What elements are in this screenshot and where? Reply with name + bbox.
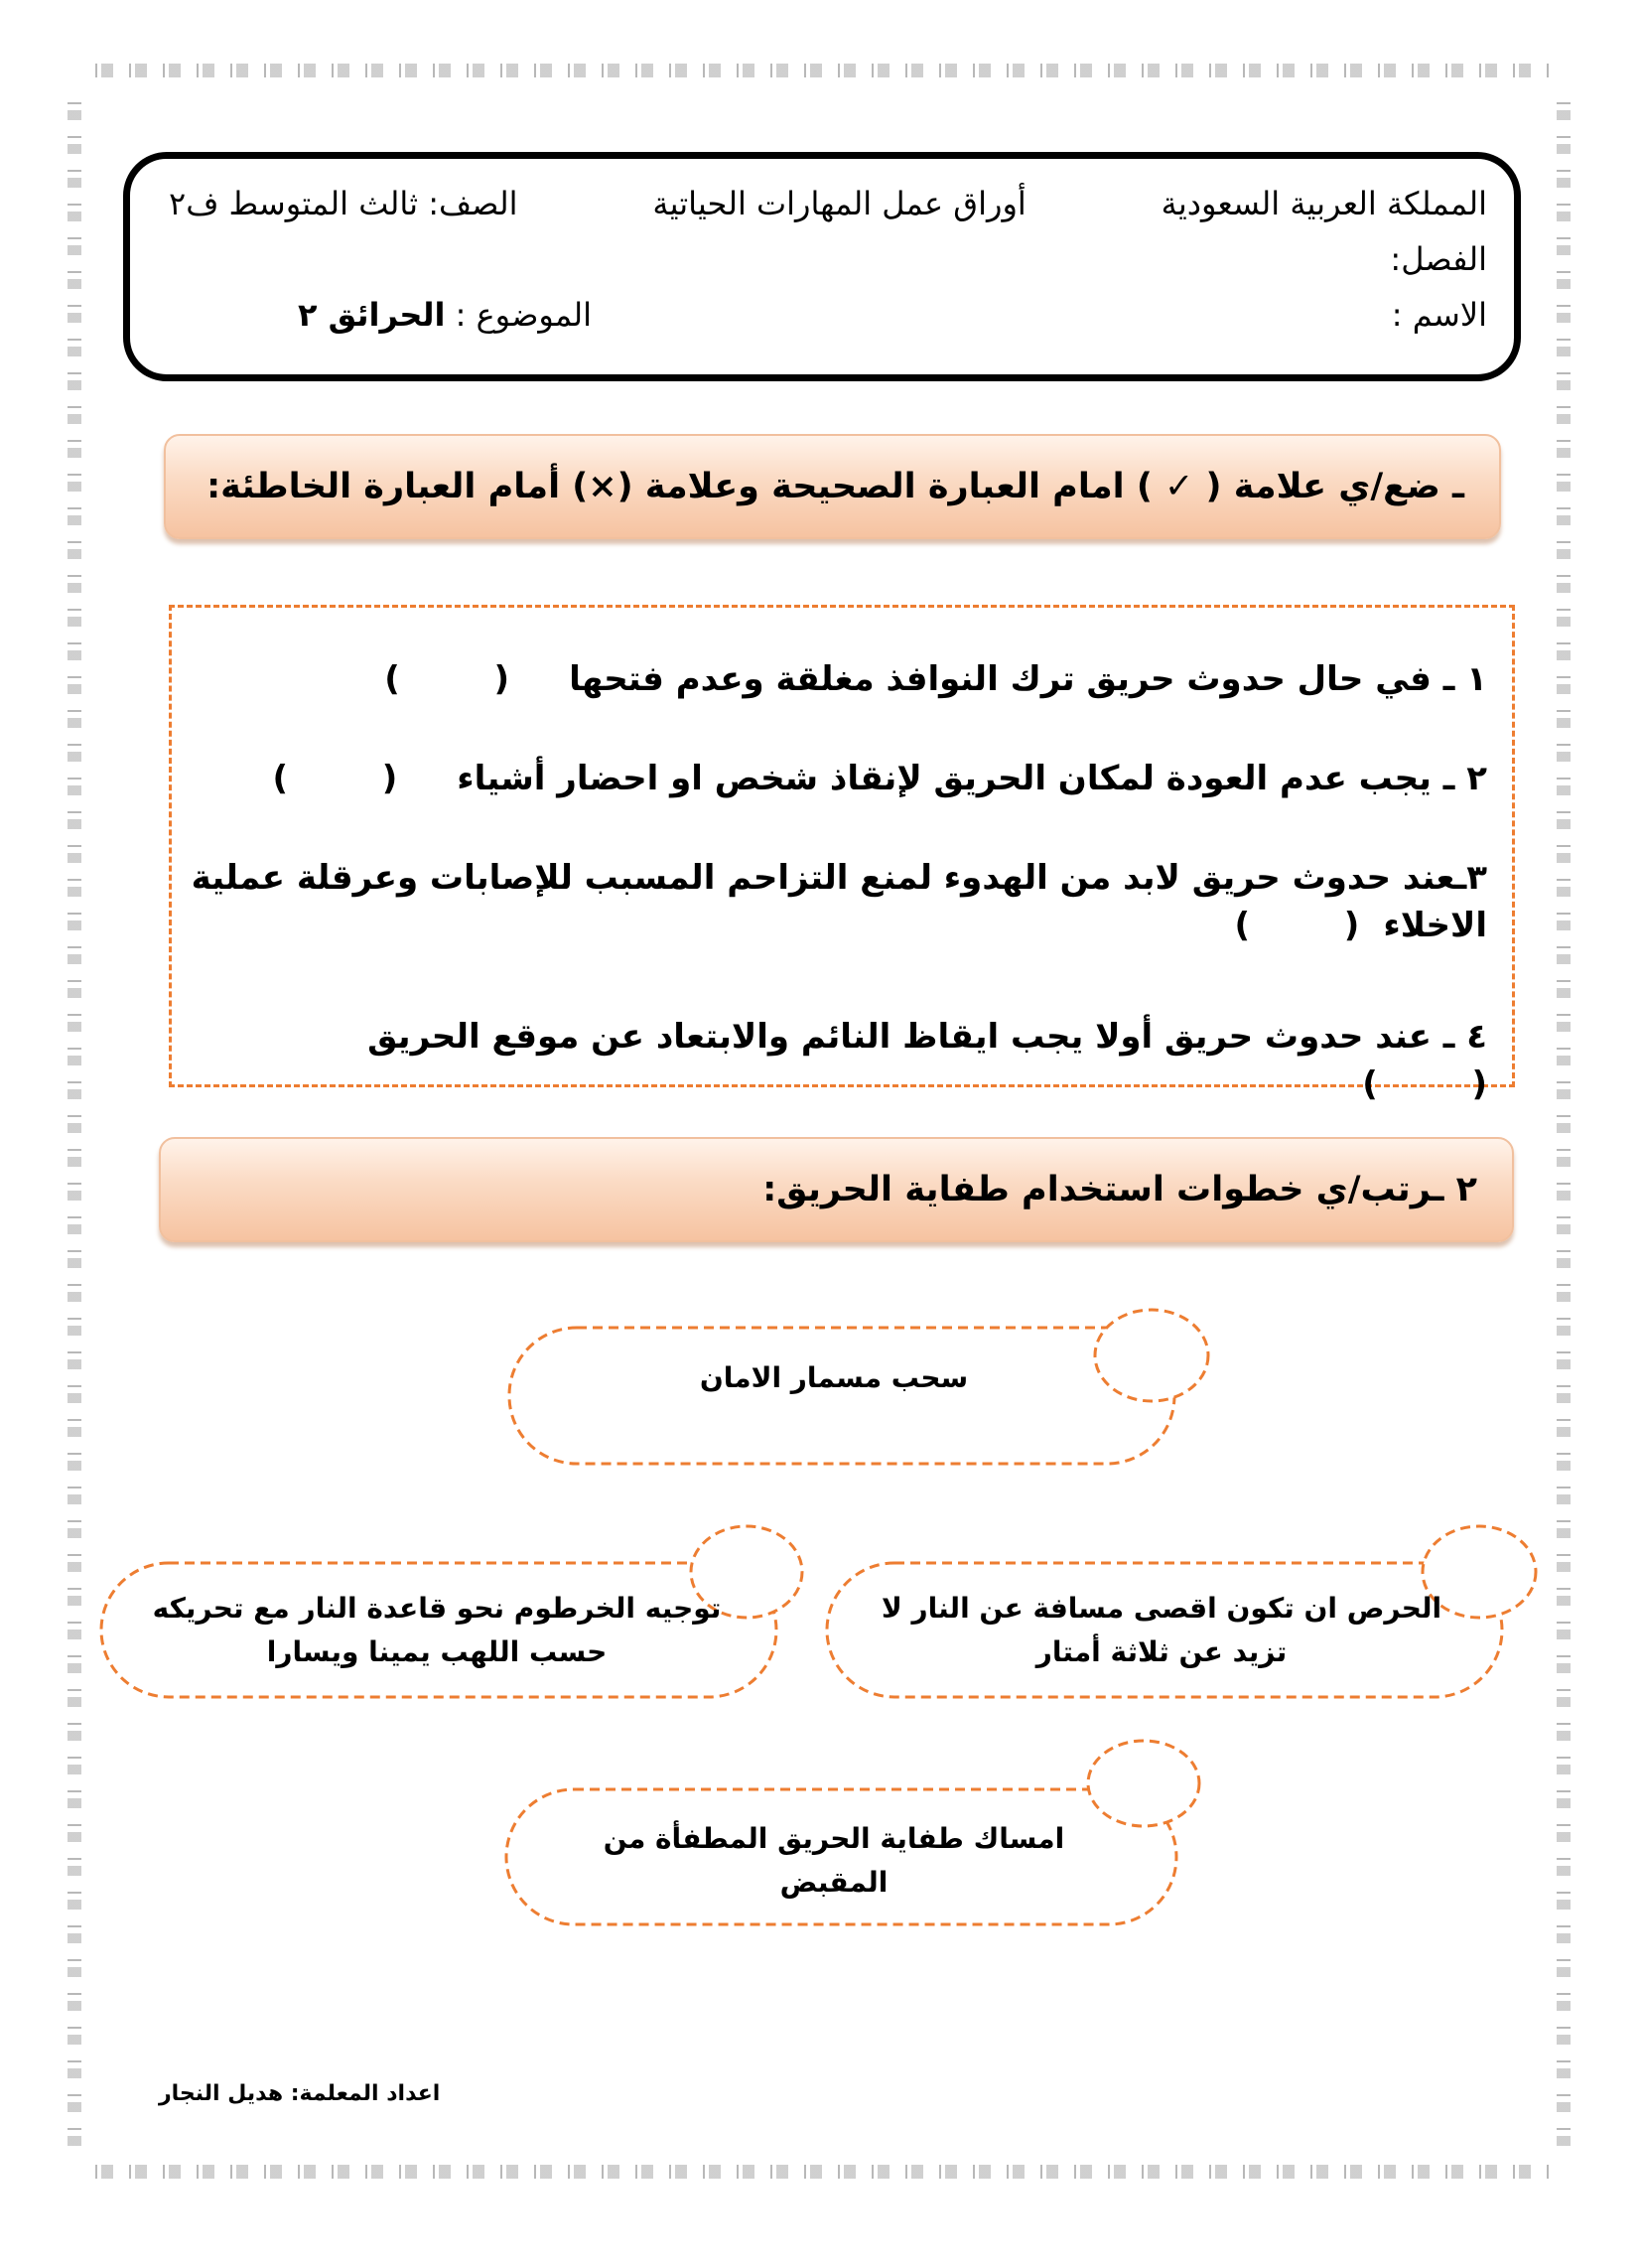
question-3: ٣ـعند حدوث حريق لابد من الهدوء لمنع التزاحم المسبب للإصابات وعرقلة عملية: [191, 858, 1487, 898]
step-2-text: توجيه الخرطوم نحو قاعدة النار مع تحريكه حسب اللهب يمينا ويسارا: [152, 1592, 722, 1668]
step-1-text: سحب مسمار الامان: [699, 1361, 969, 1394]
topic-value: الحرائق ٢: [298, 296, 446, 334]
answer-box-2[interactable]: ( ): [272, 759, 398, 798]
topic-label: الموضوع :: [455, 296, 593, 334]
worksheet-title: أوراق عمل المهارات الحياتية: [652, 185, 1026, 222]
country-label: المملكة العربية السعودية: [1161, 185, 1487, 222]
step-4-text: امساك طفاية الحريق المطفأة من المقبض: [603, 1822, 1065, 1899]
question-1: ١ ـ في حال حدوث حريق ترك النوافذ مغلقة وعدم فتحها: [569, 659, 1487, 699]
question-2: ٢ ـ يجب عدم العودة لمكان الحريق لإنقاذ شخص او احضار أشياء: [457, 759, 1487, 798]
answer-box-1[interactable]: ( ): [384, 659, 510, 699]
section1-instruction: ـ ضع/ي علامة ( ✓ ) امام العبارة الصحيحة وعلامة (×) أمام العبارة الخاطئة:: [206, 467, 1464, 506]
answer-box-4[interactable]: ( ): [1362, 1064, 1487, 1104]
term-label: الفصل:: [1390, 240, 1487, 278]
question-3-continuation: الاخلاء: [1383, 906, 1487, 945]
section2-instruction: ٢ ـرتب/ي خطوات استخدام طفاية الحريق:: [762, 1170, 1477, 1209]
step-4-circle: [1088, 1741, 1199, 1826]
prepared-by: اعداد المعلمة: هديل النجار: [159, 2081, 441, 2106]
step-3-text: الحرص ان تكون اقصى مسافة عن النار لا تزيد عن ثلاثة أمتار: [881, 1592, 1442, 1668]
step-1-circle: [1095, 1310, 1208, 1401]
grade-label: الصف: ثالث المتوسط ف٢: [169, 185, 518, 222]
question-4: ٤ ـ عند حدوث حريق أولا يجب ايقاظ النائم والابتعاد عن موقع الحريق: [367, 1017, 1487, 1057]
answer-box-3[interactable]: ( ): [1234, 906, 1360, 945]
name-label: الاسم :: [1391, 296, 1487, 334]
